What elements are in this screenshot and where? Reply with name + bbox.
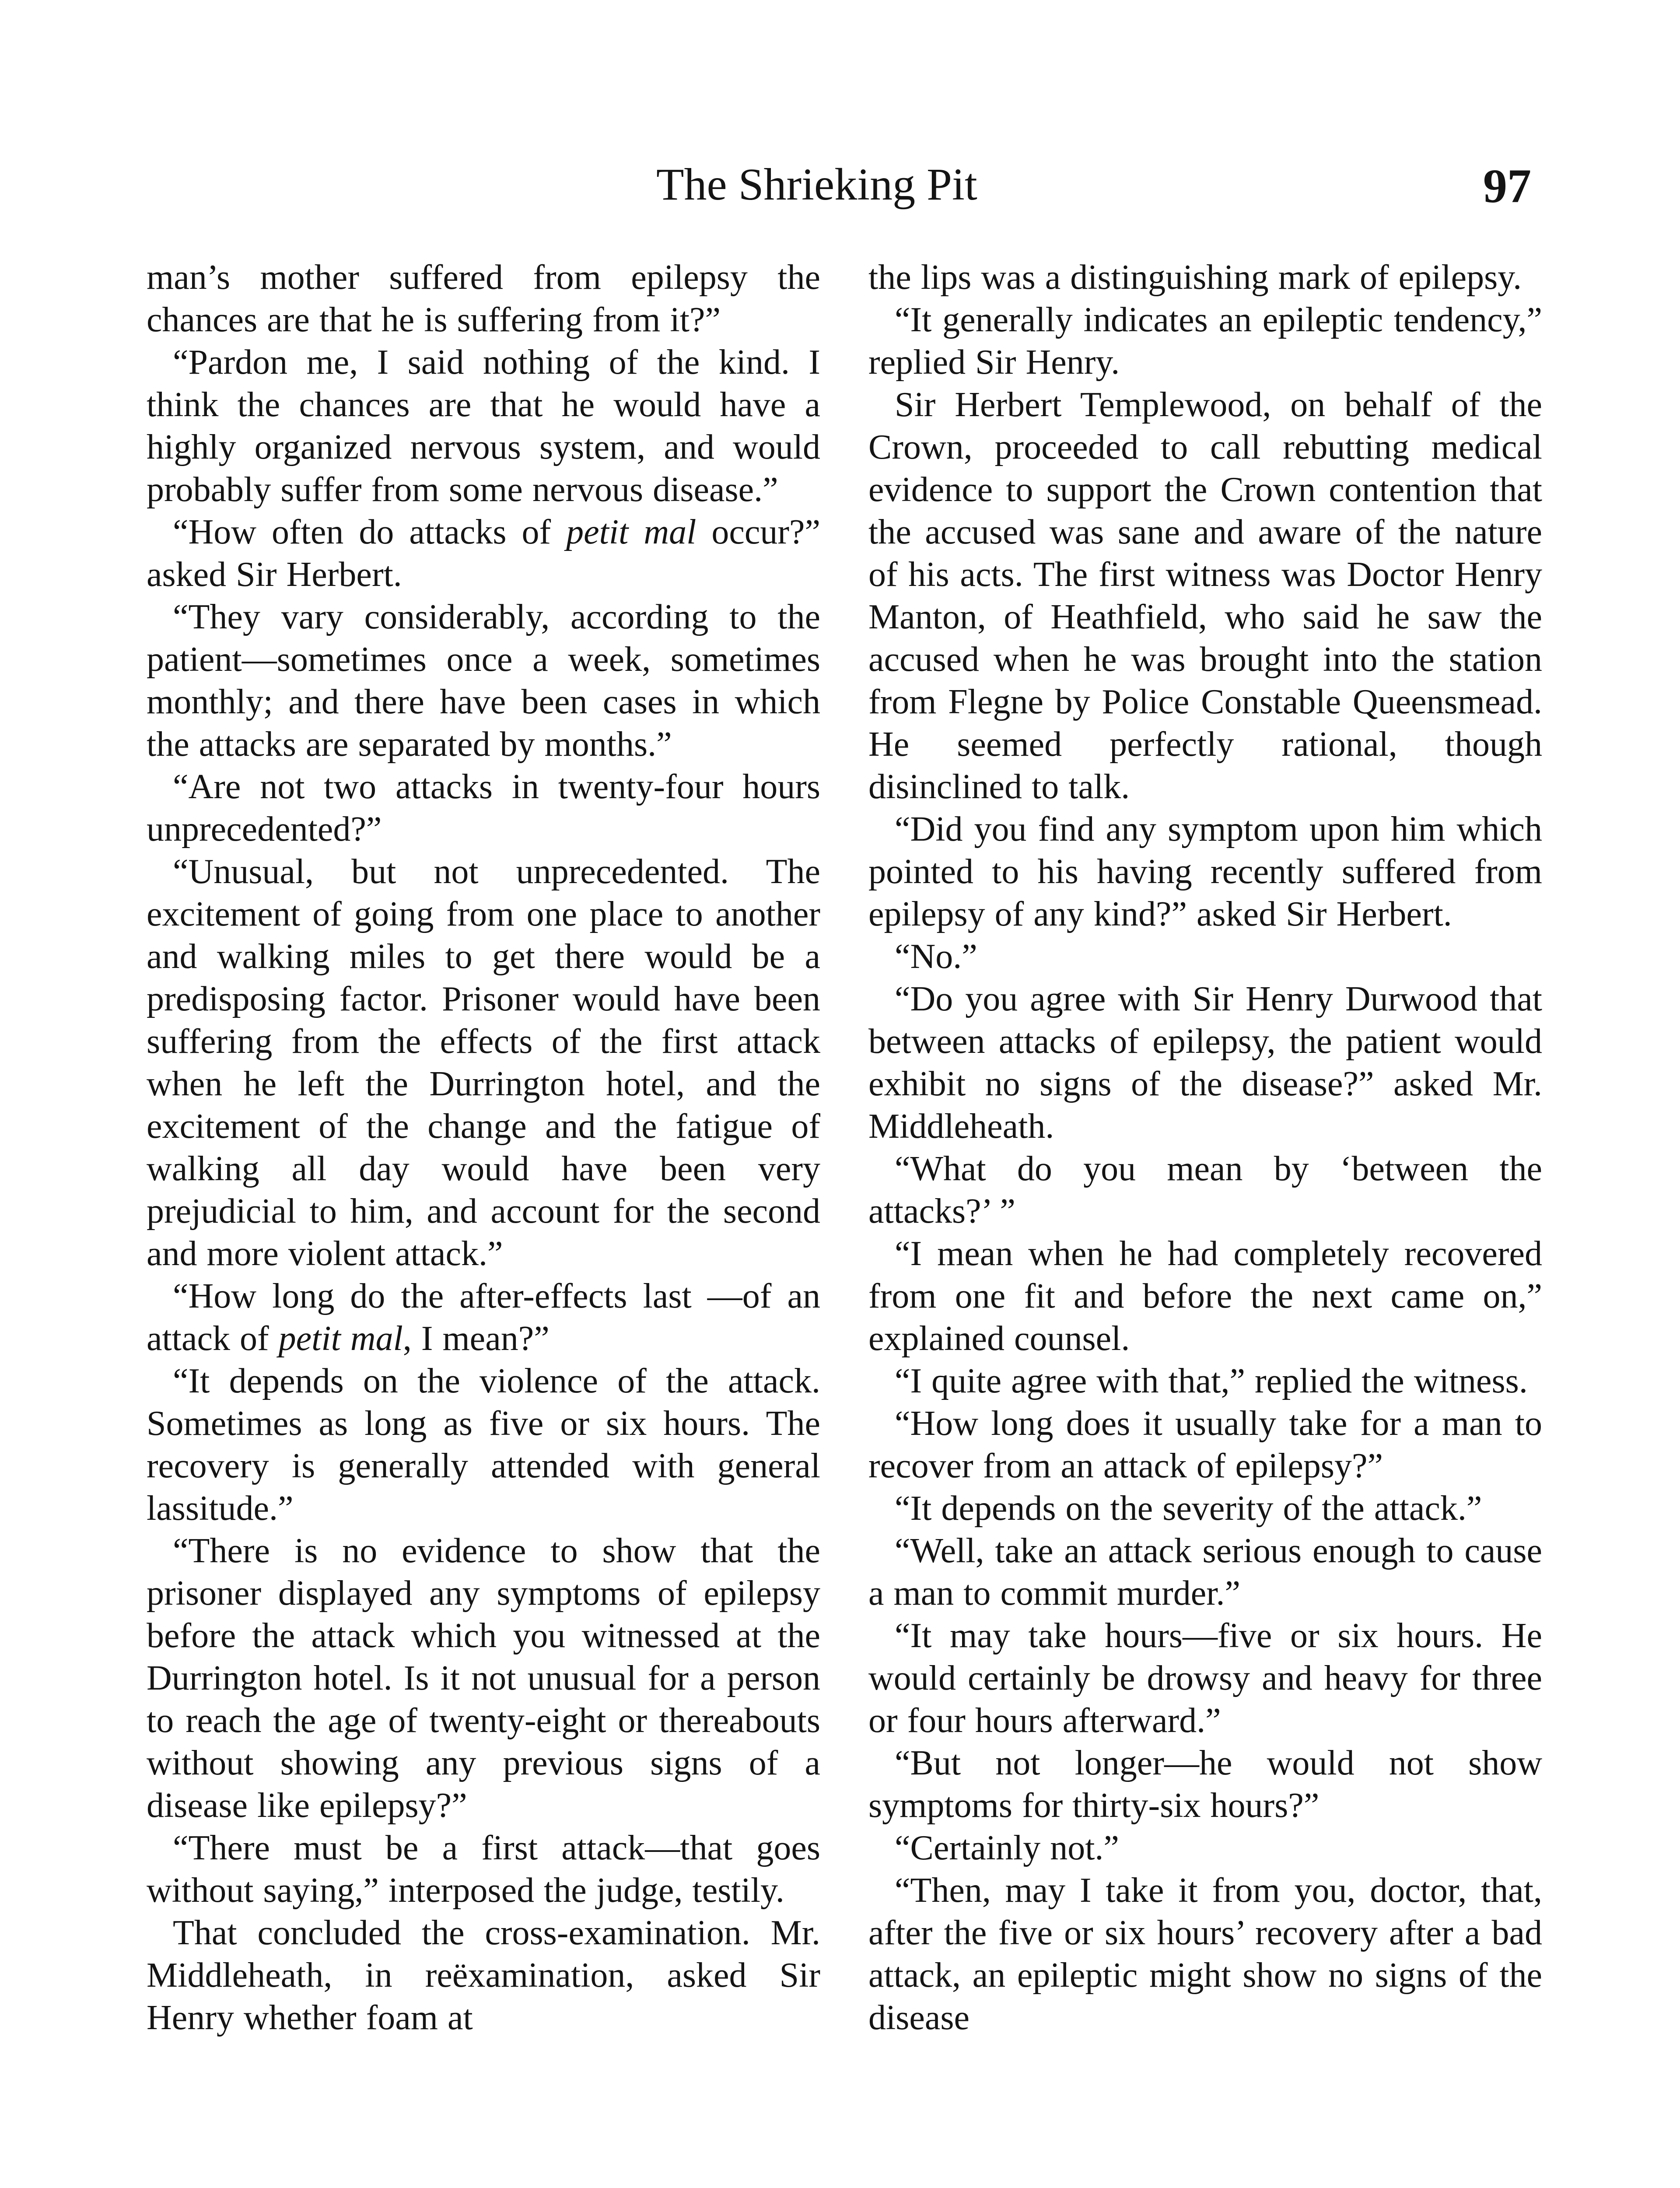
paragraph: “Are not two attacks in twenty-four hours unprecedented?” [147,768,820,849]
paragraph: “Certainly not.” [895,1829,1119,1867]
paragraph: “It may take hours—five or six hours. He would certainly be drowsy and heavy for three or four hours afterward.” [868,1616,1542,1740]
paragraph: “How often do attacks of petit mal occur?” asked Sir Herbert. [147,513,820,594]
paragraph: “Pardon me, I said nothing of the kind. I think the chances are that he would have a highly organized nervous system, and would probably suffer from some nervous disease.” [147,343,820,509]
paragraph: That concluded the cross-examination. Mr. Middleheath, in reëxamination, asked Sir Henry whether foam at [147,1914,820,2037]
paragraph: “Well, take an attack serious enough to cause a man to commit murder.” [868,1532,1542,1613]
page-number: 97 [1483,159,1531,213]
paragraph: “It generally indicates an epileptic tendency,” replied Sir Henry. [868,301,1542,382]
running-header-title: The Shrieking Pit [656,159,977,210]
paragraph: “I quite agree with that,” replied the witness. [895,1362,1528,1400]
left-text-column [147,256,820,2188]
paragraph: the lips was a distinguishing mark of epilepsy. [868,258,1522,297]
paragraph: man’s mother suffered from epilepsy the chances are that he is suffering from it?” [147,258,820,339]
paragraph: “They vary considerably, according to the patient—sometimes once a week, sometimes monthly; and there have been cases in which the attacks are separated by months.” [147,598,820,764]
paragraph: “What do you mean by ‘between the attacks?’ ” [868,1150,1542,1231]
right-text-column [868,256,1542,2188]
paragraph: “Then, may I take it from you, doctor, that, after the five or six hours’ recovery after a bad attack, an epileptic might show no signs of the disease [868,1871,1542,2037]
paragraph: Sir Herbert Templewood, on behalf of the Crown, proceeded to call rebutting medical evidence to support the Crown contention that the accused was sane and aware of the nature of his acts. The first witness was Doctor Henry Manton, of Heathfield, who said he saw the accused when he was brought into the station from Flegne by Police Constable Queensmead. He seemed perfectly rational, though disinclined to talk. [868,386,1542,806]
paragraph: “It depends on the violence of the attack. Sometimes as long as five or six hours. The recovery is generally attended with general lassitude.” [147,1362,820,1528]
paragraph: “How long do the after-effects last —of an attack of petit mal, I mean?” [147,1277,820,1358]
paragraph: “Do you agree with Sir Henry Durwood that between attacks of epilepsy, the patient would exhibit no signs of the disease?” asked Mr. Middleheath. [868,980,1542,1146]
paragraph: “No.” [895,937,977,976]
paragraph: “There must be a first attack—that goes without saying,” interposed the judge, testily. [147,1829,820,1910]
paragraph: “Unusual, but not unprecedented. The excitement of going from one place to another and walking miles to get there would be a predisposing factor. Prisoner would have been suffering from the effects of the first attack when he left the Durrington hotel, and the excitement of the change and the fatigue of walking all day would have been very prejudicial to him, and account for the second and more violent attack.” [147,852,820,1273]
paragraph: “Did you find any symptom upon him which pointed to his having recently suffered from epilepsy of any kind?” asked Sir Herbert. [868,810,1542,933]
paragraph: “But not longer—he would not show symptoms for thirty-six hours?” [868,1744,1542,1825]
paragraph: “There is no evidence to show that the prisoner displayed any symptoms of epilepsy before the attack which you witnessed at the Durrington hotel. Is it not unusual for a person to reach the age of twenty-eight or thereabouts without showing any previous signs of a disease like epilepsy?” [147,1532,820,1825]
paragraph: “It depends on the severity of the attack.” [895,1489,1482,1528]
paragraph: “I mean when he had completely recovered from one fit and before the next came on,” explained counsel. [868,1234,1542,1358]
paragraph: “How long does it usually take for a man to recover from an attack of epilepsy?” [868,1404,1542,1485]
